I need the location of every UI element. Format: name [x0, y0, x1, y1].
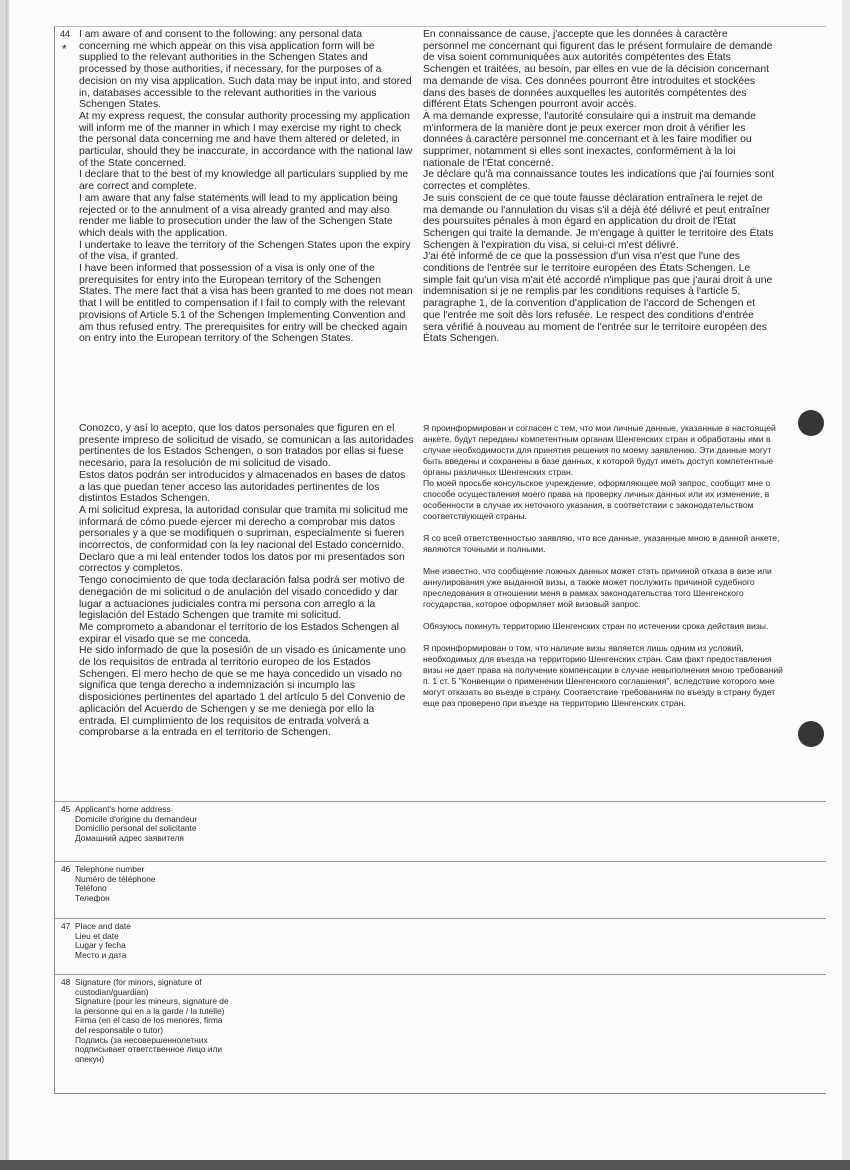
frame-top-line	[54, 26, 826, 27]
declaration-paragraph: Je suis conscient de ce que toute fausse déclaration entraînera le rejet de ma demande ou l'annulation du visas s'il a déjà été délivré et peut entraîner des poursuites pénales à mon égard en application du droit de l'État Schengen qui traite la demande. Je m'engage à quitter le territoire des États Schengen à l'expiration du visa, si celui-ci m'est délivré.	[423, 192, 774, 251]
field-label: la personne qui en a la garde / la tutelle)	[75, 1005, 225, 1016]
field-number: 45	[61, 804, 71, 814]
field-number: 48	[61, 977, 71, 987]
declaration-paragraph: He sido informado de que la posesión de un visado es únicamente uno de los requisitos de entrada al territorio europeo de los Estados Schengen. El mero hecho de que se me haya concedido un visado no significa que tenga derecho a indemnización si incumplo las disposiciones pertinentes del apartado 1 del artículo 5 del Convenio de aplicación del Acuerdo de Schengen y se me deniega por ello la entrada. El cumplimiento de los requisitos de entrada volverá a comprobarse a la entrada en el territorio de Schengen.	[79, 645, 406, 739]
declaration-spanish	[79, 423, 414, 739]
signature-field[interactable]	[54, 974, 826, 1094]
declaration-paragraph: À ma demande expresse, l'autorité consulaire qui a instruit ma demande m'informera de la manière dont je peux exercer mon droit à vérifier les données à caractère personnel me concernant et à les faire modifier ou supprimer, notamment si elles sont inexactes, conformément à la loi nationale de l'État concerné.	[423, 110, 756, 169]
field-label: Domicilio personal del solicitante	[75, 823, 197, 834]
scan-edge	[842, 0, 850, 1170]
field-labels	[75, 922, 315, 960]
field-labels	[75, 805, 315, 843]
declaration-paragraph: I declare that to the best of my knowledge all particulars supplied by me are correct and complete.	[79, 169, 409, 193]
field-label: подписывает ответственное лицо или	[75, 1044, 223, 1055]
asterisk-mark: *	[62, 42, 67, 56]
field-label: del responsable o tutor)	[75, 1024, 163, 1035]
declaration-paragraph: I am aware of and consent to the following: any personal data concerning me which appear on this visa application form will be supplied to the relevant authorities in the Schengen States and processed by those authorities, if necessary, for the purposes of a decision on my visa application. Such data may be input into, and stored in, databases accessible to the relevant authorities in the various Schengen States.	[79, 29, 412, 111]
field-label: Lugar y fecha	[75, 940, 126, 951]
place-date-field[interactable]	[54, 918, 826, 975]
field-labels	[75, 865, 315, 903]
declaration-paragraph: Conozco, y así lo acepto, que los datos personales que figuren en el presente impreso de solicitud de visado, se comunican a las autoridades pertinentes de los Estados Schengen, o son tratados por ellas si fuese necesario, para la resolución de mi solicitud de visado.	[79, 423, 414, 470]
field-label: Domicile d'origine du demandeur	[75, 813, 198, 824]
declaration-paragraph: Estos datos podrán ser introducidos y almacenados en bases de datos a las que puedan tener acceso las autoridades pertinentes de los distintos Estados Schengen.	[79, 469, 406, 505]
punch-hole	[798, 410, 824, 436]
telephone-field[interactable]	[54, 861, 826, 919]
field-labels	[75, 978, 315, 1064]
field-label: Signature (pour les mineurs, signature de	[75, 996, 229, 1007]
declaration-paragraph: Я проинформирован и согласен с тем, что мои личные данные, указанные в настоящей анкете, будут переданы компетентным органам Шенгенских стран и обработаны ими в случае необходимости для принятия решения по моему заявлению. Эти данные могут быть введены и сохранены в базе данных, к которой будут иметь доступ компетентные органы различных Шенгенских стран.	[423, 423, 776, 477]
field-label: Подпись (за несовершеннолетних	[75, 1034, 208, 1045]
declaration-paragraph: I undertake to leave the territory of the Schengen States upon the expiry of the visa, if granted.	[79, 239, 411, 263]
declaration-paragraph: I am aware that any false statements will lead to my application being rejected or to the annulment of a visa already granted and may also render me liable to prosecution under the law of the Schengen State which deals with the application.	[79, 192, 398, 239]
field-number: 46	[61, 864, 71, 874]
form-page	[6, 0, 842, 1162]
field-label: Домашний адрес заявителя	[75, 832, 184, 843]
field-label: Place and date	[75, 921, 131, 931]
declaration-paragraph: I have been informed that possession of a visa is only one of the prerequisites for entry into the European territory of the Schengen States. The mere fact that a visa has been granted to me does not mean that I will be entitled to compensation if I fail to comply with the relevant provisions of Article 5.1 of the Schengen Implementing Convention and am thus refused entry. The prerequisites for entry will be checked again on entry into the European territory of the Schengen States.	[79, 263, 413, 345]
declaration-russian	[423, 423, 783, 720]
field-label: Applicant's home address	[75, 804, 171, 814]
field-label: Телефон	[75, 892, 110, 903]
field-number-44: 44	[60, 29, 71, 39]
declaration-paragraph: A mi solicitud expresa, la autoridad consular que tramita mi solicitud me informará de cómo puede ejercer mi derecho a comprobar mis datos personales y a que se modifiquen o supriman, especialmente si fueren incorrectos, de conformidad con la ley nacional del Estado concernido.	[79, 504, 409, 552]
field-label: Место и дата	[75, 949, 127, 960]
declaration-paragraph: Tengo conocimiento de que toda declaración falsa podrá ser motivo de denegación de mi solicitud o de anulación del visado concedido y dar lugar a actuaciones judiciales contra mi persona con arreglo a la legislación del Estado Schengen que tramite mi solicitud.	[79, 575, 405, 622]
field-label: custodian/guardian)	[75, 986, 149, 997]
punch-hole	[798, 721, 824, 747]
declaration-french	[423, 29, 775, 345]
field-label: Firma (en el caso de los menores, firma	[75, 1015, 223, 1026]
scan-bottom-shadow	[0, 1160, 850, 1170]
declaration-english	[79, 29, 414, 345]
field-label: опекун)	[75, 1053, 105, 1064]
field-label: Numéro de téléphone	[75, 873, 156, 884]
field-label: Lieu et date	[75, 930, 119, 941]
home-address-field[interactable]	[54, 801, 826, 862]
declaration-paragraph: Я со всей ответственностью заявляю, что все данные, указанные мною в данной анкете, являются точными и полными.	[423, 533, 780, 554]
declaration-paragraph: En connaissance de cause, j'accepte que les données à caractère personnel me concernant qui figurent das le présent formulaire de demande de visa soient communiquées aux autorités compétentes des États Schengen et traitées, au besoin, par elles en vue de la décision concernant ma demande de visa. Ces données pourront être introduites et stockées dans des bases de données auxquelles les autorités compétentes des différent États Schengen pourront avoir accès.	[423, 29, 773, 111]
field-label: Teléfono	[75, 883, 107, 894]
declaration-paragraph: Мне известно, что сообщение ложных данных может стать причиной отказа в визе или аннулирования уже выданной визы, а также может послужить причиной судебного преследования в отношении меня в рамках законодательства того Шенгенского государства, которое оформляет мой визовый запрос.	[423, 566, 772, 609]
declaration-paragraph: Me comprometo a abandonar el territorio de los Estados Schengen al expirar el visado que se me conceda.	[79, 621, 399, 645]
field-label: Telephone number	[75, 864, 145, 874]
declaration-paragraph: По моей просьбе консульское учреждение, оформляющее мой запрос, сообщит мне о способе осуществления моего права на проверку личных данных или их изменение, в особенности в случае их неточного указания, в соответствии с законодательством соответствующей страны.	[423, 478, 771, 521]
field-label: Signature (for minors, signature of	[75, 977, 202, 987]
declaration-paragraph: Обязуюсь покинуть территорию Шенгенских стран по истечении срока действия визы.	[423, 621, 769, 631]
declaration-paragraph: Je déclare qu'à ma connaissance toutes les indications que j'ai fournies sont correctes et complètes.	[423, 169, 775, 193]
field-number: 47	[61, 921, 71, 931]
declaration-paragraph: Declaro que a mi leal entender todos los datos por mi presentados son correctos y completos.	[79, 551, 405, 575]
declaration-paragraph: J'ai été informé de ce que la possession d'un visa n'est que l'une des conditions de l'entrée sur le territoire européen des États Schengen. Le simple fait qu'un visa m'ait été accordé n'implique pas que j'aurai droit à une indemnisation si je ne remplis par les conditions requises à l'article 5, paragraphe 1, de la convention d'application de l'accord de Schengen et que l'entrée me soit dès lors refusée. Le respect des conditions d'entrée sera vérifié à nouveau au moment de l'entrée sur le territoire européen des États Schengen.	[423, 251, 773, 345]
declaration-paragraph: At my express request, the consular authority processing my application will inform me of the manner in which I may exercise my right to check the personal data concerning me and have them altered or deleted, in particular, should they be inaccurate, in accordance with the national law of the State concerned.	[79, 110, 413, 169]
declaration-paragraph: Я проинформирован о том, что наличие визы является лишь одним из условий, необходимых для въезда на территорию Шенгенских стран. Сам факт предоставления визы не дает права на получение компенсации в случае невыполнения мною требований п. 1 ст. 5 "Конвенции о применении Шенгенского соглашения", вследствие которого мне могут отказать во въезде в страну. Соответствие требованиям по въезду в страну будет еще раз проверено при въезде на территорию Шенгенских стран.	[423, 643, 783, 708]
